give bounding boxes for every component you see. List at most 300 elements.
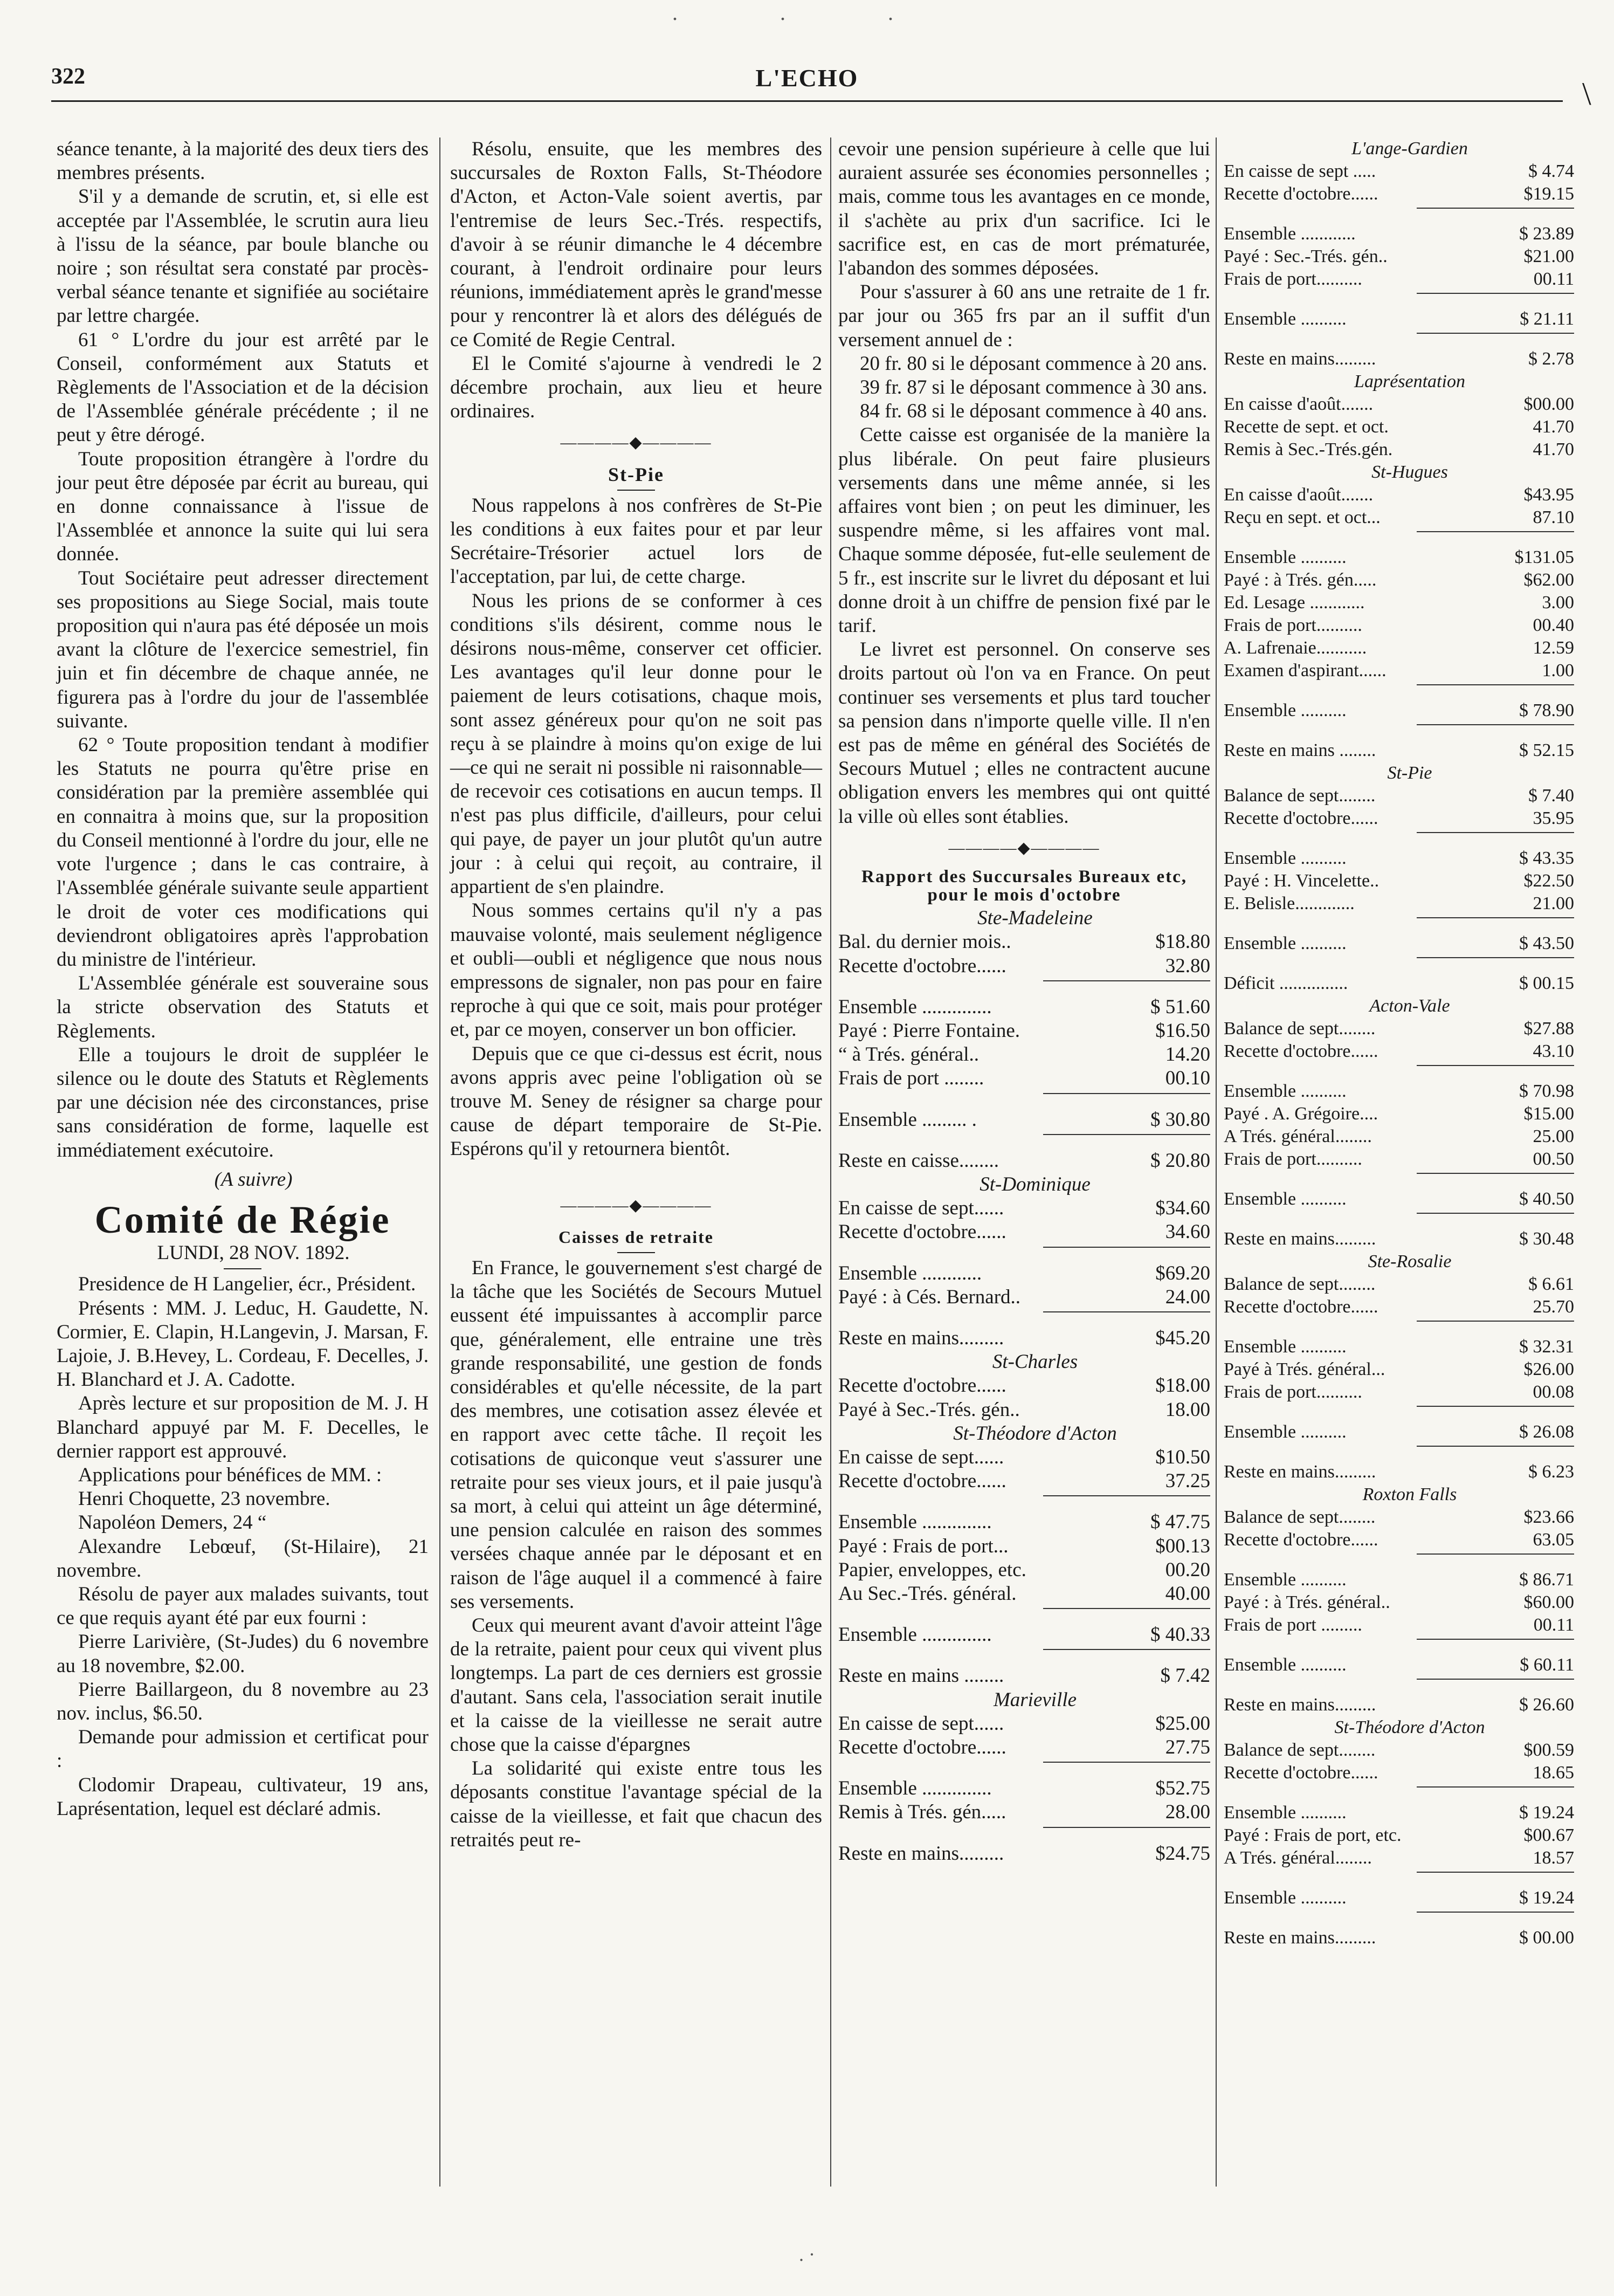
account-name: L'ange-Gardien xyxy=(1351,139,1468,159)
account-row xyxy=(838,1842,1210,1866)
row-value: 00.11 xyxy=(1533,269,1574,289)
account-row xyxy=(838,1736,1210,1759)
account-name: St-Charles xyxy=(992,1351,1078,1373)
row-label: Ed. Lesage ............ xyxy=(1224,593,1365,613)
row-value: $ 40.50 xyxy=(1519,1189,1574,1209)
row-label: A Trés. général........ xyxy=(1224,1848,1372,1868)
row-value: $ 86.71 xyxy=(1519,1570,1574,1590)
row-label: Balance de sept........ xyxy=(1224,1274,1376,1294)
account-row xyxy=(1224,1461,1574,1483)
row-value: 35.95 xyxy=(1533,808,1574,828)
account-row xyxy=(838,1374,1210,1398)
stpie-paragraph: Nous les prions de se conformer à ces conditions s'ils désirent, comme nous le désirons nous-même, conserver cet officier. Les avantages qu'il leur donne pour le paiement de leurs cotisations, chaque mois, sont assez généreux pour qu'on ne soit pas reçu à se plaindre à moins qu'on exige de lui—ce qui ne serait ni possible ni raisonnable—de recevoir ces cotisations en aucun temps. Il n'est pas plus difficile, d'ailleurs, pour celui qui paye, de payer un jour plutôt qu'un autre jour : à celui qui reçoit, au contraire, il appartient de s'en plaindre. xyxy=(450,589,822,898)
row-value: $15.00 xyxy=(1523,1104,1574,1124)
account-row xyxy=(1224,1421,1574,1443)
row-label: Reste en mains......... xyxy=(1224,1928,1376,1948)
row-value: $ 78.90 xyxy=(1519,700,1574,720)
row-label: Recette d'octobre...... xyxy=(1224,184,1378,204)
row-label: Ensemble .............. xyxy=(838,995,992,1018)
row-value: $ 51.60 xyxy=(1150,995,1210,1018)
account-row xyxy=(1224,614,1574,637)
row-value: $16.50 xyxy=(1155,1019,1210,1042)
stpie-paragraph: Nous sommes certains qu'il n'y a pas mauvaise volonté, mais seulement négligence et oubli—oubli et négligence que nous nous empressons de signaler, non pas pour en faire reproche à qui que ce soit, mais pour protéger et, par ce moyen, conserver un bon officier. xyxy=(450,899,822,1041)
versement-entry: 39 fr. 87 si le déposant commence à 30 ans. xyxy=(860,376,1208,399)
account-row xyxy=(838,930,1210,954)
account-row xyxy=(1224,847,1574,870)
account-row xyxy=(1224,932,1574,955)
row-label: Ensemble .............. xyxy=(838,1624,992,1646)
row-value: 34.60 xyxy=(1165,1221,1210,1243)
header-rule xyxy=(51,100,1563,102)
presidence: Presidence de H Langelier, écr., Président. xyxy=(78,1273,416,1296)
row-value: $ 4.74 xyxy=(1528,161,1574,181)
row-value: $ 2.78 xyxy=(1528,349,1574,369)
account-row xyxy=(1224,1824,1574,1847)
row-value: $ 43.50 xyxy=(1519,933,1574,953)
account-name: Acton-Vale xyxy=(1369,996,1450,1016)
account-row xyxy=(1224,1228,1574,1250)
column-rule xyxy=(830,138,831,2187)
row-value: $ 19.24 xyxy=(1519,1888,1574,1908)
account-row xyxy=(1224,1188,1574,1211)
top-specks: . . . xyxy=(672,1,942,25)
sum-rule xyxy=(1417,724,1575,725)
sum-rule xyxy=(1417,1639,1575,1640)
row-value: $00.13 xyxy=(1155,1535,1210,1557)
row-label: Recette d'octobre...... xyxy=(1224,1041,1378,1061)
row-value: 28.00 xyxy=(1165,1801,1210,1824)
apres-lecture: Après lecture et sur proposition de M. J. H Blanchard appuyé par M. F. Decelles, le dernier rapport est approuvé. xyxy=(57,1392,429,1462)
account-row xyxy=(838,1582,1210,1606)
sum-rule xyxy=(1043,1608,1211,1609)
row-value: 87.10 xyxy=(1533,507,1574,527)
row-label: Ensemble ......... . xyxy=(838,1108,977,1131)
row-label: En caisse de sept...... xyxy=(838,1446,1004,1468)
running-title: L'ECHO xyxy=(755,64,859,92)
account-row xyxy=(838,1777,1210,1800)
benefit-list xyxy=(57,1487,429,1583)
row-label: Payé : à Trés. général.. xyxy=(1224,1592,1390,1612)
row-label: A. Lafrenaie........... xyxy=(1224,638,1367,658)
article-paragraph: Tout Sociétaire peut adresser directement ses propositions au Siege Social, mais toute proposition qui n'aura pas été déposée un mois avant la clôture de l'exercice semestriel, fin juin et fin décembre de chaque année, ne figurera pas à l'ordre du jour de l'assemblée suivante. xyxy=(57,567,429,732)
sum-rule xyxy=(1043,1495,1211,1496)
row-value: 41.70 xyxy=(1533,417,1574,437)
account-row xyxy=(1224,1336,1574,1358)
row-label: Ensemble .............. xyxy=(838,1511,992,1534)
row-value: $ 30.80 xyxy=(1150,1108,1210,1131)
stpie-paragraph: Depuis que ce que ci-dessus est écrit, nous avons appris avec peine l'obligation où se trouve M. Seney de résigner sa charge pour cause de départ temporaire de St-Pie. Espérons qu'il y retournera bientôt. xyxy=(450,1042,822,1160)
row-label: Balance de sept........ xyxy=(1224,1019,1376,1039)
sum-rule xyxy=(1417,333,1575,334)
sum-rule xyxy=(1043,1762,1211,1763)
row-label: Au Sec.-Trés. général. xyxy=(838,1582,1017,1605)
account-row xyxy=(1224,1887,1574,1909)
row-value: $19.15 xyxy=(1523,184,1574,204)
account-row xyxy=(1224,1847,1574,1869)
short-rule xyxy=(617,490,655,491)
caisses-title: Caisses de retraite xyxy=(558,1227,714,1247)
row-label: Déficit ............... xyxy=(1224,973,1348,993)
account-row xyxy=(838,954,1210,978)
clodomir-entry: Clodomir Drapeau, cultivateur, 19 ans, Laprésentation, lequel est déclaré admis. xyxy=(57,1773,429,1820)
account-row xyxy=(1224,1569,1574,1591)
row-label: En caisse d'août....... xyxy=(1224,485,1374,505)
pour-assurer: Pour s'assurer à 60 ans une retraite de 1 fr. par jour ou 365 frs par an il suffit d'un versement annuel de : xyxy=(838,281,1210,351)
row-label: Reste en mains ........ xyxy=(1224,740,1376,760)
row-label: Recette d'octobre...... xyxy=(1224,1763,1378,1783)
row-label: Payé à Trés. général... xyxy=(1224,1359,1385,1379)
row-label: Ensemble .......... xyxy=(1224,547,1347,567)
presents: Présents : MM. J. Leduc, H. Gaudette, N. Cormier, E. Clapin, H.Langevin, J. Marsan, F. Lajoie, J. B.Hevey, L. Cordeau, F. Decelles, J. H. Blanchard et J. A. Cadotte. xyxy=(57,1297,429,1391)
row-label: Ensemble ............ xyxy=(838,1262,982,1284)
row-value: 21.00 xyxy=(1533,893,1574,913)
account-name: St-Hugues xyxy=(1371,462,1448,482)
column-1 xyxy=(57,138,429,1821)
row-value: 40.00 xyxy=(1165,1582,1210,1605)
row-label: Papier, enveloppes, etc. xyxy=(838,1558,1026,1581)
sum-rule xyxy=(1417,1065,1575,1066)
account-name: St-Pie xyxy=(1387,763,1432,783)
row-label: Recette d'octobre...... xyxy=(838,1374,1006,1397)
row-label: Balance de sept........ xyxy=(1224,786,1376,806)
sick-entry: Pierre Larivière, (St-Judes) du 6 novembre au 18 novembre, $2.00. xyxy=(57,1631,429,1677)
account-row xyxy=(1224,348,1574,370)
short-rule xyxy=(617,1252,655,1253)
account-name: Ste-Madeleine xyxy=(977,907,1093,930)
row-label: Ensemble .......... xyxy=(1224,1803,1347,1823)
row-value: $131.05 xyxy=(1514,547,1574,567)
row-label: Ensemble .......... xyxy=(1224,309,1347,329)
row-value: $ 23.89 xyxy=(1519,224,1574,244)
row-label: Ensemble .......... xyxy=(1224,1189,1347,1209)
sum-rule xyxy=(1417,1786,1575,1788)
row-label: Payé : H. Vincelette.. xyxy=(1224,871,1380,891)
benefit-entry: Henri Choquette, 23 novembre. xyxy=(78,1488,330,1510)
caisses-article xyxy=(450,1256,822,1852)
sum-rule xyxy=(1417,208,1575,209)
account-row xyxy=(1224,1040,1574,1063)
row-label: Reste en caisse........ xyxy=(838,1149,999,1172)
account-row xyxy=(1224,972,1574,995)
row-value: 00.50 xyxy=(1533,1149,1574,1169)
row-value: 27.75 xyxy=(1165,1736,1210,1758)
article-paragraph: Elle a toujours le droit de suppléer le silence ou le doute des Statuts et Règlements par une décision née des circonstances, prise sans considération de forme, laquelle est immédiatement exécutoire. xyxy=(57,1043,429,1161)
ajourne-paragraph: El le Comité s'ajourne à vendredi le 2 décembre prochain, aux lieu et heure ordinaires. xyxy=(450,352,822,423)
account-name: Ste-Rosalie xyxy=(1368,1252,1452,1271)
benefit-entry: Napoléon Demers, 24 “ xyxy=(78,1511,267,1534)
account-row xyxy=(1224,1614,1574,1637)
account-row xyxy=(838,1510,1210,1534)
sum-rule xyxy=(1417,1679,1575,1680)
row-label: Reste en mains......... xyxy=(1224,349,1376,369)
account-row xyxy=(838,1535,1210,1558)
row-label: En caisse d'août....... xyxy=(1224,394,1374,414)
sum-rule xyxy=(1417,917,1575,918)
account-row xyxy=(1224,438,1574,461)
account-row xyxy=(838,1664,1210,1688)
account-row xyxy=(1224,1018,1574,1040)
account-row xyxy=(838,1558,1210,1582)
account-row xyxy=(1224,546,1574,569)
account-row xyxy=(1224,245,1574,268)
row-value: $00.67 xyxy=(1523,1825,1574,1845)
account-row xyxy=(1224,1506,1574,1529)
resolu-payer: Résolu de payer aux malades suivants, tout ce que requis ayant été par eux fourni : xyxy=(57,1583,429,1630)
caisse-paragraph: Cette caisse est organisée de la manière la plus libérale. On peut faire plusieurs versements dans une même année, si les affaires vont bien ; on peut les diminuer, les suspendre même, si les affaires vont mal. Chaque somme déposée, fut-elle seulement de 5 fr., est inscrite sur le livret du déposant et lui donne droit à un chiffre de pension fixé par le tarif. xyxy=(838,424,1210,637)
row-label: Payé : à Cés. Bernard.. xyxy=(838,1286,1021,1308)
row-label: Payé . A. Grégoire.... xyxy=(1224,1104,1378,1124)
row-label: Balance de sept........ xyxy=(1224,1507,1376,1527)
row-value: $45.20 xyxy=(1155,1326,1210,1349)
account-row xyxy=(838,1446,1210,1469)
account-row xyxy=(838,1043,1210,1067)
row-value: $ 47.75 xyxy=(1150,1511,1210,1534)
row-value: $ 26.08 xyxy=(1519,1422,1574,1442)
account-row xyxy=(1224,484,1574,506)
sum-rule xyxy=(1417,1912,1575,1913)
sum-rule xyxy=(1417,1173,1575,1174)
account-row xyxy=(1224,637,1574,659)
sum-rule xyxy=(1417,957,1575,958)
row-label: A Trés. général........ xyxy=(1224,1126,1372,1146)
row-label: Ensemble .......... xyxy=(1224,1655,1347,1675)
sum-rule xyxy=(1417,1553,1575,1555)
caisse-paragraph: Le livret est personnel. On conserve ses droits partout où l'on va en France. On peut continuer ses versements et plus tard toucher sa pension dans n'importe quelle ville. Il n'en est pas de même en général des Sociétés de Secours Mutuel ; elles ne contractent aucune obligation envers les membres qui ont quitté la ville où elles sont établies. xyxy=(838,638,1210,828)
row-value: 32.80 xyxy=(1165,954,1210,977)
account-row xyxy=(1224,1927,1574,1949)
account-row xyxy=(1224,183,1574,205)
sum-rule xyxy=(1417,1213,1575,1214)
resolu-paragraph: Résolu, ensuite, que les membres des succursales de Roxton Falls, St-Théodore d'Acton, et Acton-Vale soient avertis, par l'entremise de leurs Sec.-Trés. respectifs, d'avoir à se réunir dimanche le 4 décembre courant, à l'endroit ordinaire pour leurs réunions, immédiatement après le grand'messe pour y rencontrer là et alors des délégués de ce Comité de Regie Central. xyxy=(450,138,822,351)
row-label: Recette d'octobre...... xyxy=(838,1736,1006,1758)
comite-title: Comité de Régie xyxy=(94,1198,391,1241)
row-value: $25.00 xyxy=(1155,1712,1210,1735)
row-value: 12.59 xyxy=(1533,638,1574,658)
row-value: $43.95 xyxy=(1523,485,1574,505)
row-label: Recette d'octobre...... xyxy=(838,954,1006,977)
sick-entry: Pierre Baillargeon, du 8 novembre au 23 nov. inclus, $6.50. xyxy=(57,1678,429,1724)
account-row xyxy=(1224,739,1574,762)
sum-rule xyxy=(1417,293,1575,294)
row-label: Ensemble .......... xyxy=(1224,848,1347,868)
row-label: E. Belisle............. xyxy=(1224,893,1355,913)
account-row xyxy=(1224,506,1574,529)
row-label: Balance de sept........ xyxy=(1224,1740,1376,1760)
benefit-entry: Alexandre Lebœuf, (St-Hilaire), 21 novembre. xyxy=(57,1535,429,1582)
ornamental-rule: ————◆———— xyxy=(948,838,1100,857)
row-value: $18.00 xyxy=(1155,1374,1210,1397)
row-value: $ 30.48 xyxy=(1519,1229,1574,1249)
row-value: 25.70 xyxy=(1533,1297,1574,1317)
row-label: Ensemble ............ xyxy=(1224,224,1356,244)
sum-rule xyxy=(1417,832,1575,833)
row-value: 18.00 xyxy=(1165,1398,1210,1421)
account-name: Laprésentation xyxy=(1354,372,1465,391)
page-number: 322 xyxy=(51,64,85,89)
row-value: 18.57 xyxy=(1533,1848,1574,1868)
row-label: Payé : Frais de port, etc. xyxy=(1224,1825,1402,1845)
row-value: $ 20.80 xyxy=(1150,1149,1210,1172)
row-label: Recette d'octobre...... xyxy=(838,1470,1006,1493)
stpie-title: St-Pie xyxy=(608,463,664,485)
article-paragraph: L'Assemblée générale est souveraine sous la stricte observation des Statuts et Règlements. xyxy=(57,972,429,1042)
account-row xyxy=(1224,393,1574,416)
row-value: $ 60.11 xyxy=(1520,1655,1574,1675)
account-row xyxy=(1224,1125,1574,1148)
row-label: Payé : Frais de port... xyxy=(838,1535,1009,1557)
row-value: 24.00 xyxy=(1165,1286,1210,1308)
row-label: Reste en mains......... xyxy=(1224,1695,1376,1715)
account-row xyxy=(1224,1273,1574,1296)
row-value: $ 40.33 xyxy=(1150,1624,1210,1646)
row-value: $ 00.15 xyxy=(1519,973,1574,993)
row-value: $ 21.11 xyxy=(1520,309,1574,329)
account-row xyxy=(1224,1694,1574,1716)
account-row xyxy=(1224,1654,1574,1676)
row-value: 43.10 xyxy=(1533,1041,1574,1061)
account-row xyxy=(1224,268,1574,291)
sum-rule xyxy=(1043,980,1211,981)
ornamental-rule: ————◆———— xyxy=(560,1196,712,1214)
row-value: $23.66 xyxy=(1523,1507,1574,1527)
account-row xyxy=(838,1149,1210,1173)
short-rule xyxy=(224,1268,261,1269)
versement-entry: 20 fr. 80 si le déposant commence à 20 ans. xyxy=(860,352,1208,375)
row-value: 00.20 xyxy=(1165,1558,1210,1581)
row-label: Ensemble .......... xyxy=(1224,1337,1347,1357)
row-value: $00.59 xyxy=(1523,1740,1574,1760)
sum-rule xyxy=(1043,1827,1211,1828)
row-label: Ensemble .......... xyxy=(1224,933,1347,953)
article-paragraph: 62 ° Toute proposition tendant à modifier les Statuts ne pourra qu'être prise en considération par la première assemblée qui en connaitra à moins que, sur la proposition du Conseil mentionné à l'ordre du jour, elle ne vote l'urgence ; dans le cas contraire, à l'Assemblée générale suivante seule appartient le droit de voter ces modifications qui deviendront obligatoires après l'approbation du ministre de l'intérieur. xyxy=(57,734,429,971)
row-label: Frais de port ........ xyxy=(838,1067,984,1090)
row-label: Payé : à Trés. gén..... xyxy=(1224,570,1377,590)
sum-rule xyxy=(1417,684,1575,685)
account-row xyxy=(838,1067,1210,1090)
row-value: $21.00 xyxy=(1523,246,1574,266)
row-label: Remis à Sec.-Trés.gén. xyxy=(1224,439,1393,459)
account-row xyxy=(1224,1296,1574,1318)
article-paragraph: séance tenante, à la majorité des deux tiers des membres présents. xyxy=(57,138,429,184)
row-value: $ 6.23 xyxy=(1528,1462,1574,1482)
row-value: 00.08 xyxy=(1533,1382,1574,1402)
row-value: $ 70.98 xyxy=(1519,1081,1574,1101)
caisse-paragraphs xyxy=(838,423,1210,828)
article-paragraph: S'il y a demande de scrutin, et, si elle est acceptée par l'Assemblée, le scrutin aura lieu à l'issu de la séance, par boule blanche ou noire ; son résultat sera constaté par procès-verbal séance tenante et signifiée au sociétaire par lettre chargée. xyxy=(57,185,429,327)
row-label: Reste en mains......... xyxy=(1224,1462,1376,1482)
row-label: Reste en mains......... xyxy=(838,1326,1004,1349)
account-row xyxy=(838,995,1210,1019)
account-row xyxy=(1224,892,1574,915)
row-value: 1.00 xyxy=(1542,661,1574,680)
sum-rule xyxy=(1417,1446,1575,1447)
account-row xyxy=(838,1220,1210,1244)
row-value: 00.11 xyxy=(1533,1615,1574,1635)
row-value: 00.10 xyxy=(1165,1067,1210,1090)
account-name: Roxton Falls xyxy=(1362,1484,1457,1504)
account-row xyxy=(838,1019,1210,1043)
account-row xyxy=(838,1286,1210,1309)
row-label: Payé à Sec.-Trés. gén.. xyxy=(838,1398,1020,1421)
row-value: 25.00 xyxy=(1533,1126,1574,1146)
bottom-specks: . · xyxy=(799,2244,815,2265)
account-row xyxy=(838,1469,1210,1493)
rapport-title: Rapport des Succursales Bureaux etc, pour le mois d'octobre xyxy=(861,867,1187,905)
account-row xyxy=(1224,807,1574,830)
sum-rule xyxy=(1417,1321,1575,1322)
account-row xyxy=(1224,223,1574,245)
row-label: En caisse de sept ..... xyxy=(1224,161,1376,181)
sum-rule xyxy=(1043,1093,1211,1094)
row-label: Recette de sept. et oct. xyxy=(1224,417,1389,437)
row-label: Frais de port.......... xyxy=(1224,1382,1362,1402)
stpie-paragraph: Nous rappelons à nos confrères de St-Pie les conditions à eux faites pour et par leur Secrétaire-Trésorier actuel lors de l'acceptation, par lui, de cette charge. xyxy=(450,494,822,588)
row-label: Reste en mains......... xyxy=(1224,1229,1376,1249)
row-value: $22.50 xyxy=(1523,871,1574,891)
row-label: Recette d'octobre...... xyxy=(838,1221,1006,1243)
edge-mark: \ xyxy=(1582,76,1591,112)
a-suivre: (A suivre) xyxy=(214,1168,293,1191)
row-label: Payé : Sec.-Trés. gén.. xyxy=(1224,246,1388,266)
row-label: Frais de port.......... xyxy=(1224,1149,1362,1169)
row-label: Ensemble .......... xyxy=(1224,1422,1347,1442)
account-row xyxy=(1224,1802,1574,1824)
versement-list xyxy=(838,352,1210,424)
row-value: $52.75 xyxy=(1155,1777,1210,1800)
sum-rule xyxy=(1043,1649,1211,1650)
row-label: En caisse de sept...... xyxy=(838,1712,1004,1735)
account-name: St-Dominique xyxy=(980,1173,1091,1195)
account-row xyxy=(838,1197,1210,1220)
row-label: Ensemble .......... xyxy=(1224,1888,1347,1908)
applications: Applications pour bénéfices de MM. : xyxy=(78,1463,382,1486)
row-value: $26.00 xyxy=(1523,1359,1574,1379)
account-row xyxy=(838,1108,1210,1132)
sum-rule xyxy=(1417,1872,1575,1873)
sum-rule xyxy=(1043,1134,1211,1135)
row-value: 14.20 xyxy=(1165,1043,1210,1066)
sum-rule xyxy=(1417,1406,1575,1407)
row-value: 3.00 xyxy=(1542,593,1574,613)
row-label: Ensemble .......... xyxy=(1224,1081,1347,1101)
account-row xyxy=(1224,659,1574,682)
account-name: Marieville xyxy=(993,1688,1077,1711)
versement-entry: 84 fr. 68 si le déposant commence à 40 ans. xyxy=(860,400,1208,423)
row-value: $10.50 xyxy=(1155,1446,1210,1468)
row-value: 37.25 xyxy=(1165,1470,1210,1493)
row-label: Ensemble .............. xyxy=(838,1777,992,1800)
row-value: $ 32.31 xyxy=(1519,1337,1574,1357)
row-value: 00.40 xyxy=(1533,615,1574,635)
row-label: Reste en mains......... xyxy=(838,1842,1004,1865)
account-row xyxy=(838,1262,1210,1286)
account-row xyxy=(1224,1148,1574,1171)
row-label: Ensemble .......... xyxy=(1224,1570,1347,1590)
account-row xyxy=(838,1398,1210,1422)
column-4 xyxy=(1224,138,1574,1949)
row-label: Bal. du dernier mois.. xyxy=(838,931,1011,953)
account-row xyxy=(1224,160,1574,183)
caisses-paragraph: En France, le gouvernement s'est chargé de la tâche que les Sociétés de Secours Mutuel eussent été impuissantes à accomplir parce que, généralement, elle entraine une très grande responsabilité, une gestion de fonds considérables et qu'elle nécessite, de la part des membres, une cotisation assez élevée et en rapport avec cette tâche. Il reçoit les cotisations de quiconque veut s'assurer une retraite pour ses vieux jours, et il paie jusqu'à sa mort, à celui qui atteint un âge déterminé, une pension calculée en raison des sommes versées chaque année par le déposant et en raison de l'âge auquel il a commencé à faire ses versements. xyxy=(450,1256,822,1613)
article-paragraph: 61 ° L'ordre du jour est arrêté par le Conseil, conformément aux Statuts et Règlements de l'Association et de la décision de l'Assemblée générale précédente ; il ne peut y être dérogé. xyxy=(57,328,429,446)
row-value: $ 26.60 xyxy=(1519,1695,1574,1715)
row-value: $62.00 xyxy=(1523,570,1574,590)
row-label: Frais de port ......... xyxy=(1224,1615,1362,1635)
column-3 xyxy=(838,138,1210,1866)
row-value: $ 19.24 xyxy=(1519,1803,1574,1823)
account-name: St-Théodore d'Acton xyxy=(1334,1717,1485,1737)
account-row xyxy=(838,1623,1210,1647)
